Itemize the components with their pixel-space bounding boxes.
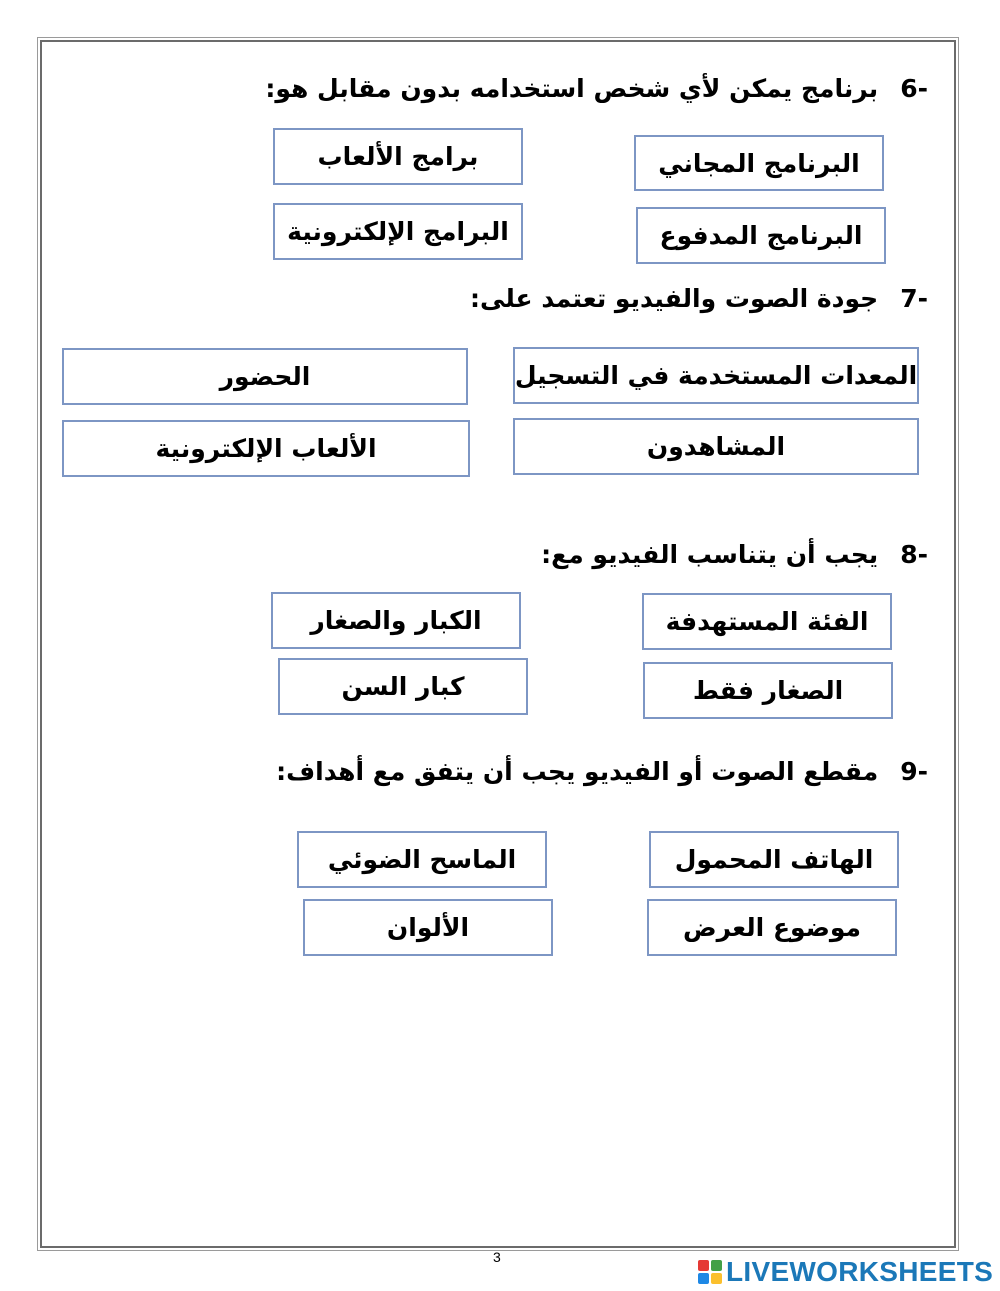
q7-option-recording-equipment[interactable]: المعدات المستخدمة في التسجيل [513, 347, 919, 404]
q8-option-elderly[interactable]: كبار السن [278, 658, 528, 715]
question-6-number: -6 [900, 74, 928, 103]
q9-option-scanner[interactable]: الماسح الضوئي [297, 831, 547, 888]
question-9-number: -9 [900, 757, 928, 786]
liveworksheets-logo-icon [698, 1260, 722, 1284]
q9-option-mobile-phone[interactable]: الهاتف المحمول [649, 831, 899, 888]
question-8-number: -8 [900, 540, 928, 569]
q9-option-colors[interactable]: الألوان [303, 899, 553, 956]
q9-option-presentation-topic[interactable]: موضوع العرض [647, 899, 897, 956]
q7-option-viewers[interactable]: المشاهدون [513, 418, 919, 475]
q6-option-electronic-programs[interactable]: البرامج الإلكترونية [273, 203, 523, 260]
q6-option-free-program[interactable]: البرنامج المجاني [634, 135, 884, 191]
liveworksheets-brand[interactable] [698, 1254, 993, 1290]
question-9-text: مقطع الصوت أو الفيديو يجب أن يتفق مع أهداف: [276, 757, 879, 786]
q6-option-game-programs[interactable]: برامج الألعاب [273, 128, 523, 185]
brand-text: LIVEWORKSHEETS [726, 1256, 994, 1287]
question-7-text: جودة الصوت والفيديو تعتمد على: [470, 284, 879, 313]
question-8 [541, 540, 928, 569]
q7-option-electronic-games[interactable]: الألعاب الإلكترونية [62, 420, 470, 477]
page-number: 3 [493, 1249, 501, 1265]
q8-option-adults-and-children[interactable]: الكبار والصغار [271, 592, 521, 649]
question-7 [470, 284, 928, 313]
question-8-text: يجب أن يتناسب الفيديو مع: [541, 540, 879, 569]
q7-option-attendance[interactable]: الحضور [62, 348, 468, 405]
question-6 [265, 74, 928, 103]
q8-option-children-only[interactable]: الصغار فقط [643, 662, 893, 719]
question-9 [276, 757, 928, 786]
question-6-text: برنامج يمكن لأي شخص استخدامه بدون مقابل هو: [265, 74, 879, 103]
q8-option-target-audience[interactable]: الفئة المستهدفة [642, 593, 892, 650]
q6-option-paid-program[interactable]: البرنامج المدفوع [636, 207, 886, 264]
question-7-number: -7 [900, 284, 928, 313]
